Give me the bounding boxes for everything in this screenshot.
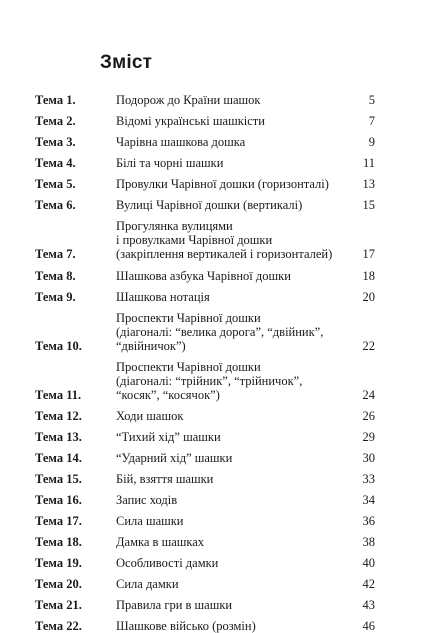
toc-entry	[35, 598, 375, 612]
toc-entry-title: Бій, взяття шашки	[116, 472, 214, 486]
toc-entry-title: Проспекти Чарівної дошки (діагоналі: “велика дорога”, “двійник”, “двійничок”)	[116, 311, 324, 353]
toc-entry-title: Шашкова азбука Чарівної дошки	[116, 269, 291, 283]
toc-entry-number: Тема 3.	[35, 135, 76, 149]
toc-entry-page: 17	[362, 247, 375, 261]
toc-entry-number: Тема 19.	[35, 556, 82, 570]
toc-entry-title: Дамка в шашках	[116, 535, 205, 549]
toc-entry-number: Тема 17.	[35, 514, 82, 528]
toc-entry-title: Шашкове військо (розмін)	[116, 619, 256, 633]
toc-entry-page: 9	[368, 135, 375, 149]
toc-entry-page: 15	[362, 198, 375, 212]
toc-entry	[35, 156, 375, 170]
toc-entry-title: Білі та чорні шашки	[116, 156, 224, 170]
toc-entry-page: 42	[362, 577, 375, 591]
toc-entry-page: 24	[362, 388, 375, 402]
toc-entry-number: Тема 14.	[35, 451, 82, 465]
toc-entry	[35, 493, 375, 507]
toc-entry	[35, 269, 375, 283]
toc-entry-number: Тема 6.	[35, 198, 76, 212]
toc-entry-number: Тема 16.	[35, 493, 82, 507]
toc-entry-page: 18	[362, 269, 375, 283]
toc-entry-number: Тема 18.	[35, 535, 82, 549]
toc-entry	[35, 619, 375, 633]
toc-entry-title: Вулиці Чарівної дошки (вертикалі)	[116, 198, 303, 212]
toc-entry-page: 34	[362, 493, 375, 507]
toc-entry-number: Тема 10.	[35, 339, 82, 353]
toc-entry-number: Тема 21.	[35, 598, 82, 612]
toc-entry	[35, 514, 375, 528]
toc-entry-number: Тема 5.	[35, 177, 76, 191]
toc-entry-number: Тема 13.	[35, 430, 82, 444]
toc-entry-page: 26	[362, 409, 375, 423]
toc-entry-number: Тема 1.	[35, 93, 76, 107]
toc-entry	[35, 535, 375, 549]
toc-entry-page: 43	[362, 598, 375, 612]
toc-entry	[35, 93, 375, 107]
toc-entry	[35, 360, 375, 402]
toc-entry-title: Провулки Чарівної дошки (горизонталі)	[116, 177, 329, 191]
toc-entry-page: 22	[362, 339, 375, 353]
toc-entry-number: Тема 12.	[35, 409, 82, 423]
toc-entry-number: Тема 20.	[35, 577, 82, 591]
toc-entry-title: Шашкова нотація	[116, 290, 210, 304]
toc-entry-page: 5	[368, 93, 375, 107]
toc-entry	[35, 409, 375, 423]
toc-entry	[35, 556, 375, 570]
toc-entry-page: 13	[362, 177, 375, 191]
toc-entry-number: Тема 11.	[35, 388, 82, 402]
toc-entry-title: “Тихий хід” шашки	[116, 430, 221, 444]
toc-entry-page: 33	[362, 472, 375, 486]
toc-entry-title: Сила дамки	[116, 577, 179, 591]
toc-entry-title: Запис ходів	[116, 493, 178, 507]
toc-entry	[35, 198, 375, 212]
toc-entry-title: Чарівна шашкова дошка	[116, 135, 246, 149]
toc-entry-title: Подорож до Країни шашок	[116, 93, 261, 107]
toc-entry-page: 7	[368, 114, 375, 128]
toc-entry-title: Ходи шашок	[116, 409, 184, 423]
toc-entry	[35, 135, 375, 149]
toc-entry	[35, 577, 375, 591]
toc-entry	[35, 177, 375, 191]
toc-entry-page: 29	[362, 430, 375, 444]
toc-entry	[35, 472, 375, 486]
toc-entry-page: 36	[362, 514, 375, 528]
toc-entry-page: 38	[362, 535, 375, 549]
toc-entry-page: 20	[362, 290, 375, 304]
toc-entry-title: Відомі українські шашкісти	[116, 114, 265, 128]
toc-entry-title: Прогулянка вулицями і провулками Чарівної дошки (закріплення вертикалей і горизонталей)	[116, 219, 333, 261]
toc-entry	[35, 451, 375, 465]
page-title: Зміст	[100, 52, 153, 73]
toc-entry-page: 11	[362, 156, 375, 170]
toc-entry-page: 40	[362, 556, 375, 570]
toc-entry	[35, 430, 375, 444]
toc-entry	[35, 311, 375, 353]
table-of-contents	[35, 90, 375, 633]
toc-entry-number: Тема 7.	[35, 247, 76, 261]
toc-entry-page: 46	[362, 619, 375, 633]
toc-entry-title: Особливості дамки	[116, 556, 219, 570]
toc-entry-number: Тема 15.	[35, 472, 82, 486]
toc-entry	[35, 219, 375, 261]
toc-entry-number: Тема 2.	[35, 114, 76, 128]
toc-entry-title: Сила шашки	[116, 514, 184, 528]
toc-entry-number: Тема 9.	[35, 290, 76, 304]
toc-entry-number: Тема 4.	[35, 156, 76, 170]
toc-entry-title: “Ударний хід” шашки	[116, 451, 233, 465]
toc-entry-title: Правила гри в шашки	[116, 598, 233, 612]
toc-entry-number: Тема 8.	[35, 269, 76, 283]
toc-entry-title: Проспекти Чарівної дошки (діагоналі: “трійник”, “трійничок”, “косяк”, “косячок”)	[116, 360, 303, 402]
toc-entry	[35, 114, 375, 128]
toc-entry-page: 30	[362, 451, 375, 465]
toc-entry	[35, 290, 375, 304]
toc-entry-number: Тема 22.	[35, 619, 82, 633]
